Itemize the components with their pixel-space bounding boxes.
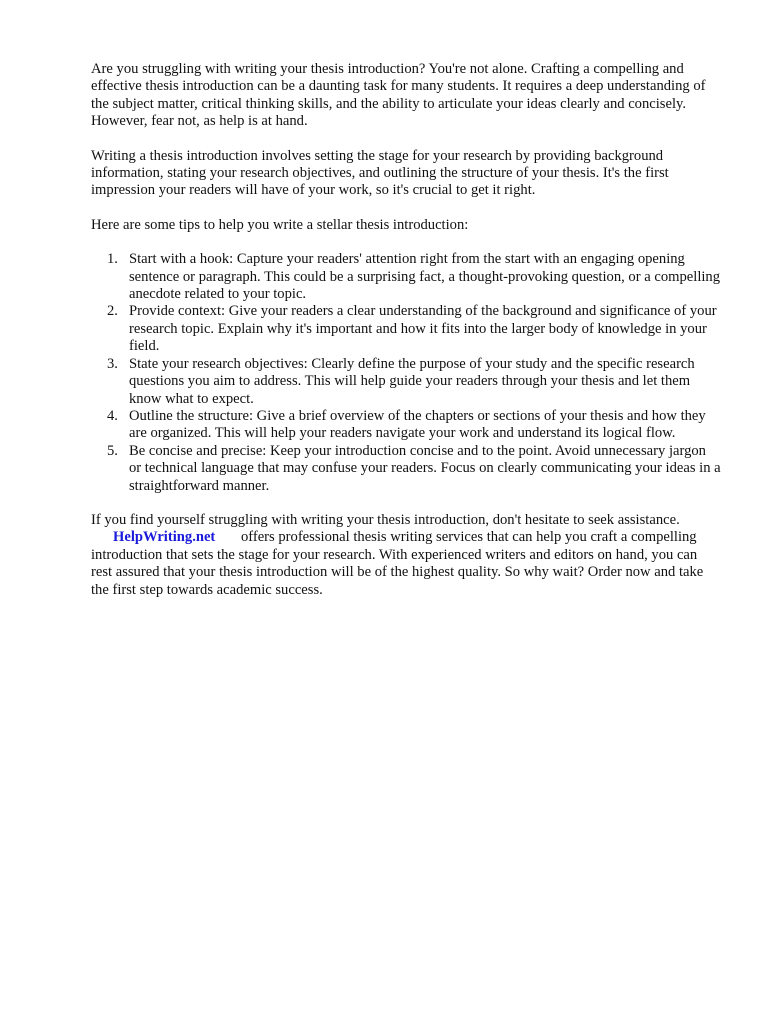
closing-text-before-link: If you find yourself struggling with writing your thesis introduction, don't hesitate to seek assistance. [91,511,680,528]
list-item [91,408,721,443]
intro-paragraph: Are you struggling with writing your thesis introduction? You're not alone. Crafting a compelling and effective thesis introduction can be a daunting task for many students. It requires a deep understanding of the subject matter, critical thinking skills, and the ability to articulate your ideas clearly and concisely. However, fear not, as help is at hand. [91,61,706,130]
list-item-number: 5. [107,442,118,459]
list-item-number: 2. [107,303,118,320]
closing-paragraph [91,512,721,599]
list-item-text: Be concise and precise: Keep your introduction concise and to the point. Avoid unnecessary jargon or technical language that may confuse your readers. Focus on clearly communicating your ideas in a straightforward manner. [129,442,721,494]
list-item [91,356,721,408]
list-item-text: Start with a hook: Capture your readers' attention right from the start with an engaging opening sentence or paragraph. This could be a surprising fact, a thought-provoking question, or a compelling anecdote related to your topic. [129,251,721,303]
list-item-text: Outline the structure: Give a brief overview of the chapters or sections of your thesis and how they are organized. This will help your readers navigate your work and understand its logical flow. [129,407,706,442]
list-item-text: Provide context: Give your readers a clear understanding of the background and significance of your research topic. Explain why it's important and how it fits into the larger body of knowledge in your field. [129,303,717,355]
closing-text-after-link: offers professional thesis writing services that can help you craft a compelling introduction that sets the stage for your research. With experienced writers and editors on hand, you can rest assured that your thesis introduction will be of the highest quality. So why wait? Order now and take the first step towards academic success. [91,529,704,598]
list-item [91,251,721,303]
list-item-text: State your research objectives: Clearly define the purpose of your study and the specific research questions you aim to address. This will help guide your readers through your thesis and let them know what to expect. [129,355,695,407]
list-item [91,443,721,495]
list-item [91,303,721,355]
tips-lead-paragraph: Here are some tips to help you write a stellar thesis introduction: [91,216,469,233]
list-item-number: 3. [107,355,118,372]
document-page [91,61,721,616]
context-paragraph: Writing a thesis introduction involves setting the stage for your research by providing background information, stating your research objectives, and outlining the structure of your thesis. It's the first impression your readers will have of your work, so it's crucial to get it right. [91,147,669,199]
tips-list [91,251,721,495]
list-item-number: 1. [107,251,118,268]
list-item-number: 4. [107,407,118,424]
helpwriting-link[interactable]: HelpWriting.net [113,529,216,546]
